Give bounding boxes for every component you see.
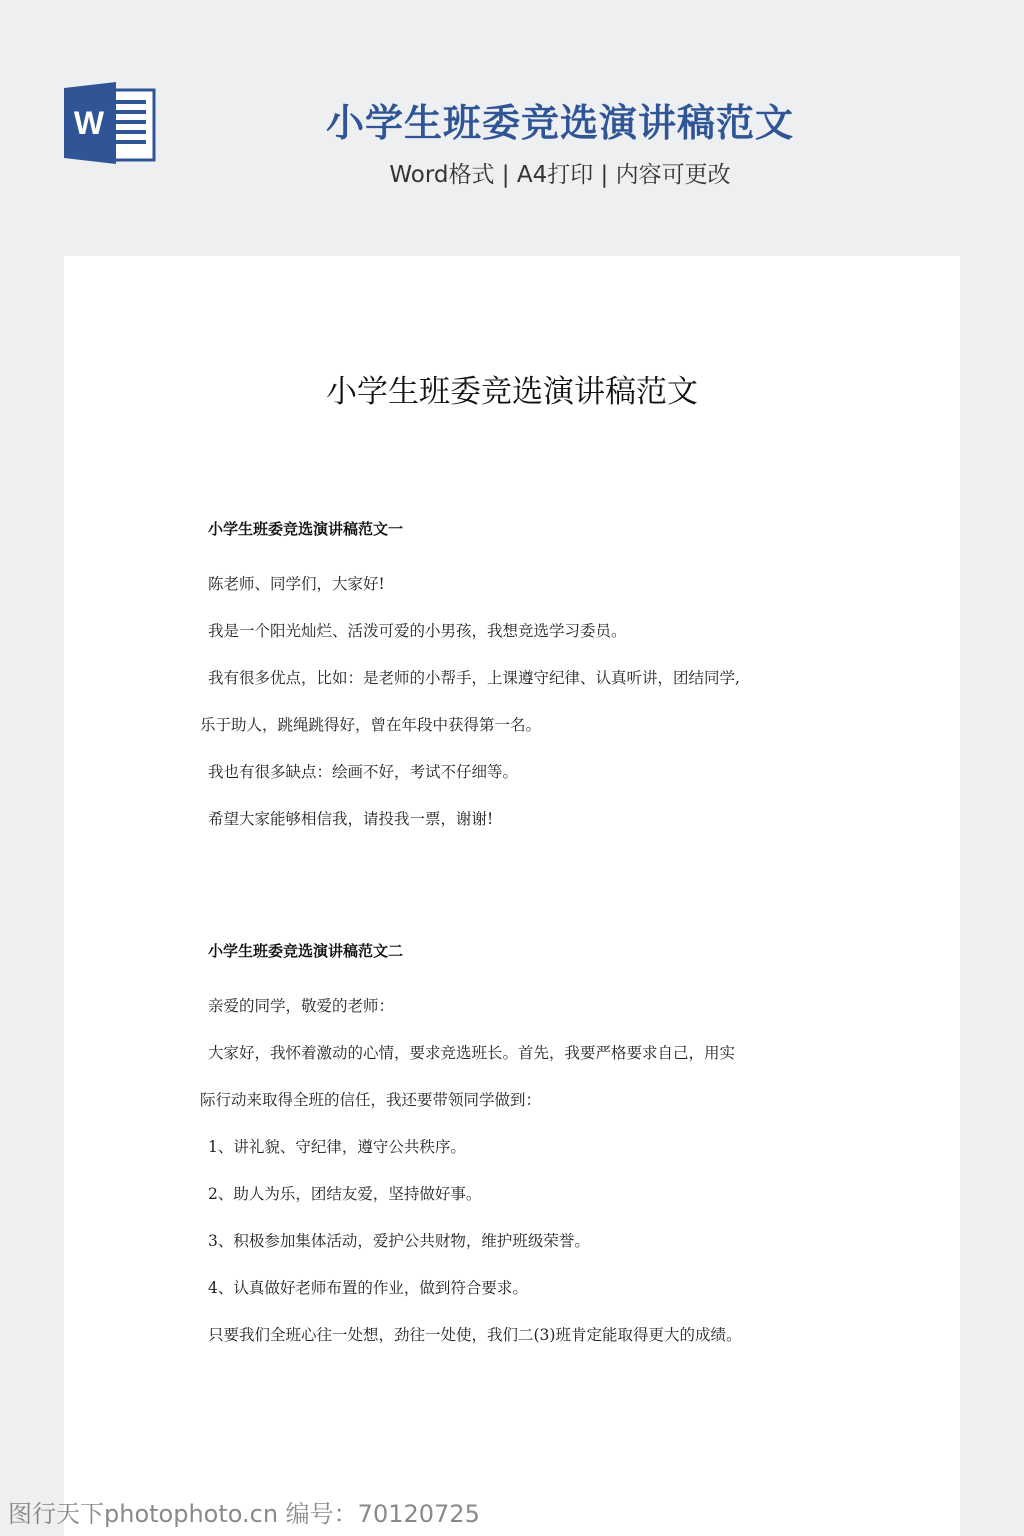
paragraph-line: 只要我们全班心往一处想，劲往一处使，我们二(3)班肯定能取得更大的成绩。 [208,1326,742,1344]
paragraph-line: 亲爱的同学，敬爱的老师： [208,997,395,1015]
paragraph-line: 大家好，我怀着激动的心情，要求竞选班长。首先，我要严格要求自己，用实 [208,1044,736,1062]
banner-title: 小学生班委竞选演讲稿范文 [325,101,794,145]
paragraph-line: 希望大家能够相信我，请投我一票，谢谢! [208,810,494,828]
section-heading: 小学生班委竞选演讲稿范文一 [208,520,404,538]
paragraph [200,1124,840,1171]
word-logo-letter: W [73,105,105,141]
paragraph-line: 际行动来取得全班的信任，我还要带领同学做到： [200,1091,542,1109]
paragraph [200,749,840,796]
paragraph [200,983,840,1030]
paragraph-line: 乐于助人，跳绳跳得好，曾在年段中获得第一名。 [200,716,542,734]
paragraph-line: 我是一个阳光灿烂、活泼可爱的小男孩，我想竞选学习委员。 [208,622,627,640]
paragraph [200,1030,840,1124]
paragraph-line: 我也有很多缺点：绘画不好，考试不仔细等。 [208,763,519,781]
section-heading: 小学生班委竞选演讲稿范文二 [208,942,404,960]
paragraph [200,561,840,608]
banner-subtitle: Word格式 | A4打印 | 内容可更改 [389,162,731,188]
banner [0,0,1024,256]
paragraph-line: 2、助人为乐，团结友爱，坚持做好事。 [208,1185,482,1203]
paragraph [200,608,840,655]
section-2 [200,936,840,1359]
paragraph-line: 4、认真做好老师布置的作业，做到符合要求。 [208,1279,528,1297]
document-page [64,256,960,1536]
paragraph-line: 1、讲礼貌、守纪律，遵守公共秩序。 [208,1138,466,1156]
word-document-icon [64,82,156,164]
paragraph-line: 我有很多优点，比如：是老师的小帮手，上课遵守纪律、认真听讲，团结同学, [208,669,740,687]
paragraph [200,655,840,749]
paragraph-line: 3、积极参加集体活动，爱护公共财物，维护班级荣誉。 [208,1232,590,1250]
paragraph [200,796,840,843]
paragraph [200,1312,840,1359]
paragraph [200,1218,840,1265]
paragraph [200,1171,840,1218]
section-1 [200,514,840,843]
watermark: 图行天下photophoto.cn 编号：70120725 [8,1500,480,1528]
document-title: 小学生班委竞选演讲稿范文 [326,374,698,410]
paragraph [200,1265,840,1312]
paragraph-line: 陈老师、同学们，大家好! [208,575,385,593]
